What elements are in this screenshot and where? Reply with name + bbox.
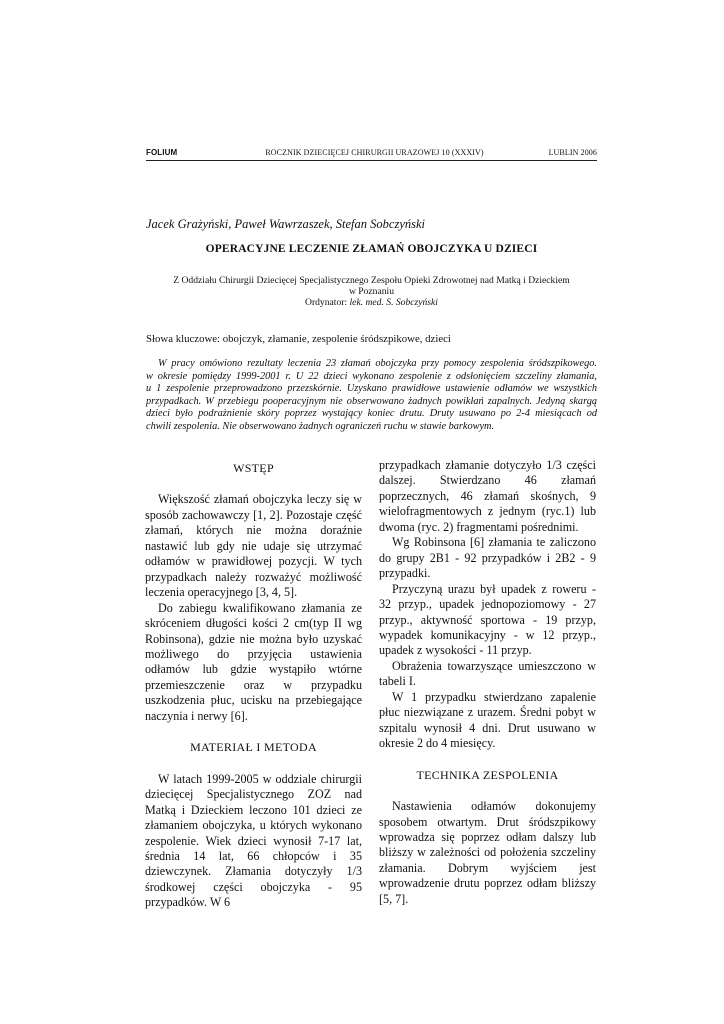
- head-of-department: [146, 297, 597, 308]
- paragraph: W 1 przypadku stwierdzano zapalenie płuc niezwiązane z urazem. Średni pobyt w szpitalu wynosił 4 dni. Drut usuwano w okresie 2 do 4 miesięcy.: [379, 689, 596, 751]
- folium-label: FOLIUM: [146, 148, 178, 157]
- right-column: [379, 458, 596, 907]
- abstract-line: chwili zespolenia. Nie obserwowano żadnych ograniczeń ruchu w stawie barkowym.: [146, 420, 495, 432]
- abstract-line: u 1 zespolenie przeprowadzono przezskórnie. Uzyskano prawidłowe ustawienie odłamów we wszystkich: [146, 383, 597, 395]
- paragraph: W latach 1999-2005 w oddziale chirurgii dziecięcej Specjalistycznego ZOZ nad Matką i Dzieckiem leczono 101 dzieci ze złamaniem obojczyka, u których wykonano zespolenie. Wiek dzieci wynosił 7-17 lat, średnia 14 lat, 66 chłopców i 35 dziewczynek. Złamania dotyczyły 1/3 środkowej części obojczyka - 95 przypadków. W 6: [145, 771, 362, 910]
- keywords: Słowa kluczowe: obojczyk, złamanie, zespolenie śródszpikowe, dzieci: [146, 333, 451, 345]
- header-divider: [146, 160, 597, 161]
- paragraph: przypadkach złamanie dotyczyło 1/3 części dalszej. Stwierdzano 46 złamań poprzecznych, 46 złamań skośnych, 9 wielofragmentowych z jednym (ryc.1) lub dwoma (ryc. 2) fragmentami pośrednimi.: [379, 458, 596, 534]
- affiliation-line-1: Z Oddziału Chirurgii Dziecięcej Specjalistycznego Zespołu Opieki Zdrowotnej nad Matką i Dzieckiem: [173, 275, 570, 286]
- article-title: OPERACYJNE LECZENIE ZŁAMAŃ OBOJCZYKA U DZIECI: [205, 243, 538, 255]
- abstract-line: dzieci było podrażnienie skóry poprzez wystający koniec drutu. Druty usuwano po 2-4 miesiącach od: [146, 408, 597, 420]
- paragraph: Nastawienia odłamów dokonujemy sposobem otwartym. Drut śródszpikowy wprowadza się poprzez odłam dalszy lub bliższy w zależności od położenia szczeliny złamania. Dobrym wyjściem jest wprowadzenie drutu poprzez odłam bliższy [5, 7].: [379, 799, 596, 906]
- authors: Jacek Grażyński, Paweł Wawrzaszek, Stefan Sobczyński: [146, 217, 425, 231]
- ordynator-label: Ordynator:: [305, 297, 350, 309]
- abstract-line: przypadkach. W przebiegu pooperacyjnym nie obserwowano żadnych powikłań zapalnych. Jedyną skargą: [146, 395, 597, 407]
- section-heading-methods: MATERIAŁ I METODA: [190, 740, 317, 755]
- journal-title: ROCZNIK DZIECIĘCEJ CHIRURGII URAZOWEJ 10 (XXXIV): [265, 148, 484, 157]
- affiliation: [146, 275, 597, 309]
- left-column: [145, 458, 362, 911]
- abstract-line: W pracy omówiono rezultaty leczenia 23 złamań obojczyka przy pomocy zespolenia śródszpikowego.: [158, 358, 597, 369]
- publication-place: LUBLIN 2006: [548, 148, 597, 157]
- paragraph: Przyczyną urazu był upadek z roweru - 32 przyp., upadek jednopoziomowy - 27 przyp., aktywność sportowa - 19 przyp, wypadek komunikacyjny - w 12 przyp., upadek z wysokości - 11 przyp.: [379, 581, 596, 658]
- section-heading-intro: WSTĘP: [233, 461, 274, 475]
- ordynator-name: lek. med. S. Sobczyński: [349, 297, 438, 309]
- section-heading-technique: TECHNIKA ZESPOLENIA: [416, 767, 559, 782]
- affiliation-line-2: w Poznaniu: [348, 286, 395, 298]
- paragraph: Wg Robinsona [6] złamania te zaliczono do grupy 2B1 - 92 przypadków i 2B2 - 9 przypadki.: [379, 535, 596, 581]
- abstract-line: w okresie pomiędzy 1999-2001 r. U 22 dzieci wykonano zespolenie z odsłonięciem szczeliny złamania,: [146, 370, 597, 382]
- abstract: [146, 358, 597, 434]
- paragraph: Obrażenia towarzyszące umieszczono w tabeli I.: [379, 658, 596, 689]
- running-header: [146, 148, 597, 160]
- paragraph: Większość złamań obojczyka leczy się w sposób zachowawczy [1, 2]. Pozostaje część złamań, których nie można doraźnie nastawić lub gdy nie udaje się utrzymać odłamów w prawidłowej pozycji. W tych przypadkach należy rozważyć możliwość leczenia operacyjnego [3, 4, 5].: [145, 492, 362, 600]
- paragraph: Do zabiegu kwalifikowano złamania ze skróceniem długości kości 2 cm(typ II wg Robinsona), gdzie nie można było uzyskać możliwego do przyjęcia ustawienia odłamów lub gdzie wystąpiło wtórne przemieszczenie oraz w przypadku uszkodzenia płuc, ucisku na przebiegające naczynia i nerwy [6].: [145, 600, 362, 723]
